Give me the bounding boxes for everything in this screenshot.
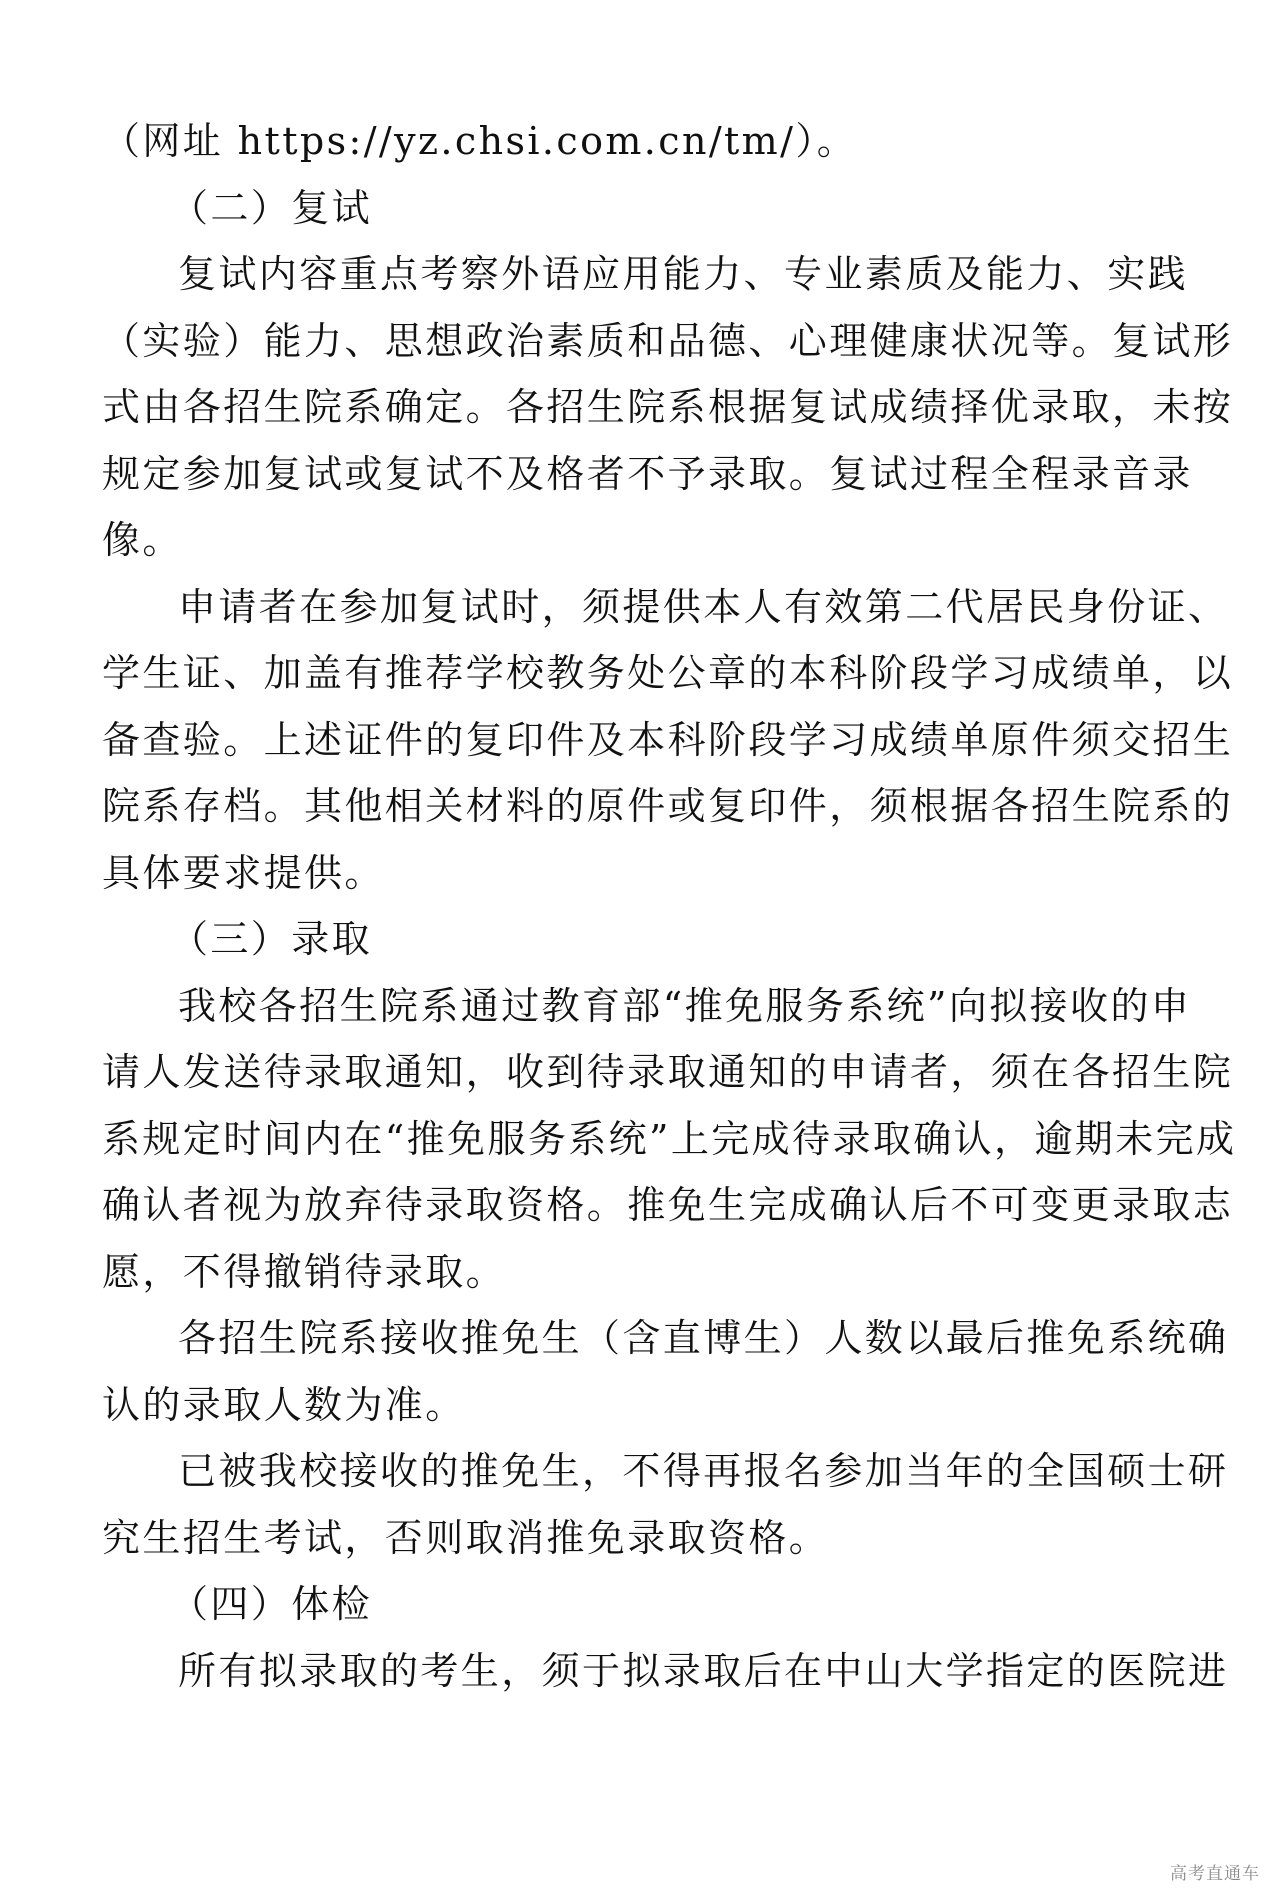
text-line: 愿，不得撤销待录取。 bbox=[102, 1249, 507, 1294]
text-line: 像。 bbox=[102, 518, 183, 562]
text-line: 院系存档。其他相关材料的原件或复印件，须根据各招生院系的 bbox=[102, 784, 1234, 828]
text-line: 具体要求提供。 bbox=[102, 850, 385, 895]
document-body bbox=[102, 108, 1237, 1704]
text-line: 备查验。上述证件的复印件及本科阶段学习成绩单原件须交招生 bbox=[102, 717, 1234, 762]
section-heading-admission: （三）录取 bbox=[170, 917, 373, 961]
text-line: 我校各招生院系通过教育部“推免服务系统”向拟接收的申 bbox=[178, 983, 1192, 1028]
text-line: 规定参加复试或复试不及格者不予录取。复试过程全程录音录 bbox=[102, 451, 1193, 496]
text-line: （网址 https://yz.chsi.com.cn/tm/）。 bbox=[102, 119, 858, 163]
text-line: 究生招生考试，否则取消推免录取资格。 bbox=[102, 1515, 830, 1560]
text-line: 认的录取人数为准。 bbox=[102, 1382, 466, 1427]
text-line: 学生证、加盖有推荐学校教务处公章的本科阶段学习成绩单，以 bbox=[102, 651, 1234, 695]
section-heading-retest: （二）复试 bbox=[170, 185, 373, 230]
text-line: 所有拟录取的考生，须于拟录取后在中山大学指定的医院进 bbox=[178, 1648, 1229, 1693]
text-line: 系规定时间内在“推免服务系统”上完成待录取确认，逾期未完成 bbox=[102, 1116, 1237, 1161]
text-line: 各招生院系接收推免生（含直博生）人数以最后推免系统确 bbox=[178, 1316, 1229, 1360]
text-line: 确认者视为放弃待录取资格。推免生完成确认后不可变更录取志 bbox=[102, 1183, 1234, 1227]
text-line: 申请者在参加复试时，须提供本人有效第二代居民身份证、 bbox=[178, 584, 1229, 629]
text-line: 请人发送待录取通知，收到待录取通知的申请者，须在各招生院 bbox=[102, 1050, 1234, 1094]
text-line: （实验）能力、思想政治素质和品德、心理健康状况等。复试形 bbox=[102, 318, 1234, 363]
text-line: 式由各招生院系确定。各招生院系根据复试成绩择优录取，未按 bbox=[102, 385, 1234, 429]
watermark-text: 高考直通车 bbox=[1170, 1864, 1260, 1884]
section-heading-medical-exam: （四）体检 bbox=[170, 1582, 373, 1626]
text-line: 已被我校接收的推免生，不得再报名参加当年的全国硕士研 bbox=[178, 1449, 1229, 1493]
text-line: 复试内容重点考察外语应用能力、专业素质及能力、实践 bbox=[178, 252, 1189, 296]
